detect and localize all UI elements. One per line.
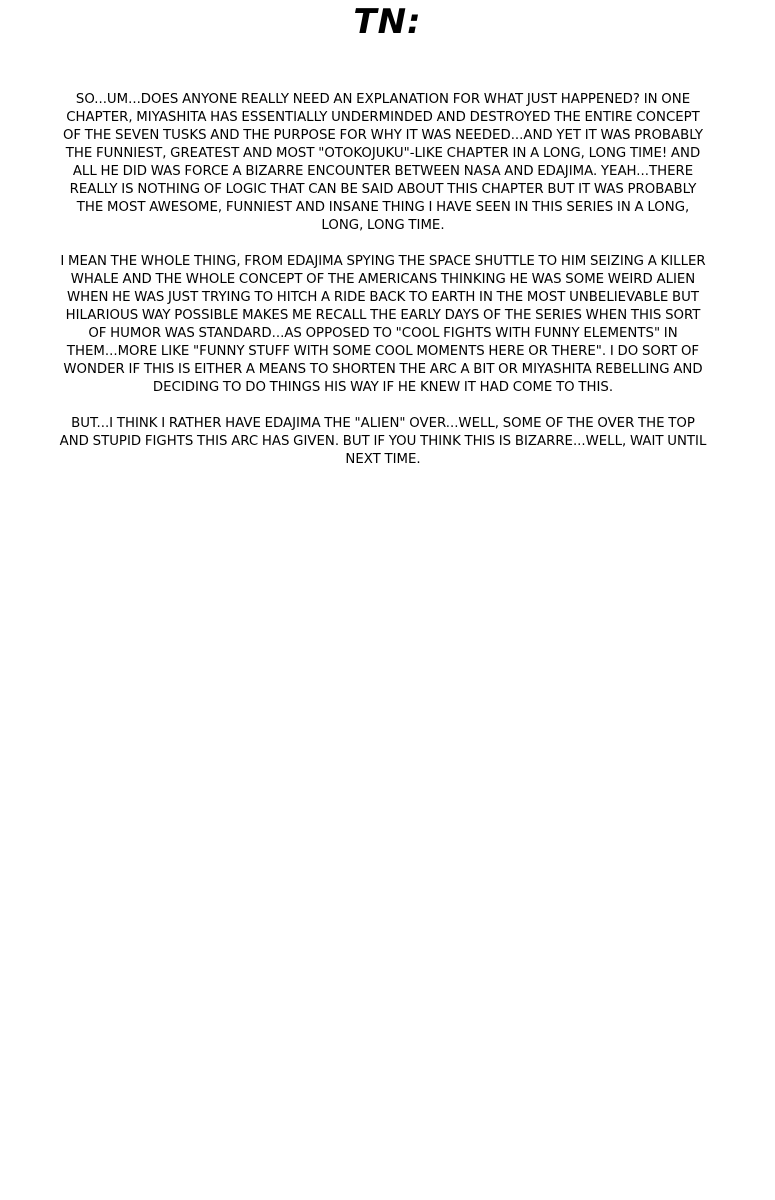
note-paragraph-3: BUT...I THINK I RATHER HAVE EDAJIMA THE "ALIEN" OVER...WELL, SOME OF THE OVER THE TOP AND STUPID FIGHTS THIS ARC HAS GIVEN. BUT IF YOU THINK THIS IS BIZARRE...WELL, WAIT UNTIL NEXT TIME. [59,416,707,467]
note-paragraph-1: SO...UM...DOES ANYONE REALLY NEED AN EXPLANATION FOR WHAT JUST HAPPENED? IN ONE CHAPTER, MIYASHITA HAS ESSENTIALLY UNDERMINDED AND DESTROYED THE ENTIRE CONCEPT OF THE SEVEN TUSKS AND THE PURPOSE FOR WHY IT WAS NEEDED...AND YET IT WAS PROBABLY THE FUNNIEST, GREATEST AND MOST "OTOKOJUKU"-LIKE CHAPTER IN A LONG, LONG TIME! AND ALL HE DID WAS FORCE A BIZARRE ENCOUNTER BETWEEN NASA AND EDAJIMA. YEAH...THERE REALLY IS NOTHING OF LOGIC THAT CAN BE SAID ABOUT THIS CHAPTER BUT IT WAS PROBABLY THE MOST AWESOME, FUNNIEST AND INSANE THING I HAVE SEEN IN THIS SERIES IN A LONG, LONG, LONG TIME. [62,92,704,233]
note-paragraph-2: I MEAN THE WHOLE THING, FROM EDAJIMA SPYING THE SPACE SHUTTLE TO HIM SEIZING A KILLER WHALE AND THE WHOLE CONCEPT OF THE AMERICANS THINKING HE WAS SOME WEIRD ALIEN WHEN HE WAS JUST TRYING TO HITCH A RIDE BACK TO EARTH IN THE MOST UNBELIEVABLE BUT HILARIOUS WAY POSSIBLE MAKES ME RECALL THE EARLY DAYS OF THE SERIES WHEN THIS SORT OF HUMOR WAS STANDARD...AS OPPOSED TO "COOL FIGHTS WITH FUNNY ELEMENTS" IN THEM...MORE LIKE "FUNNY STUFF WITH SOME COOL MOMENTS HERE OR THERE". I DO SORT OF WONDER IF THIS IS EITHER A MEANS TO SHORTEN THE ARC A BIT OR MIYASHITA REBELLING AND DECIDING TO DO THINGS HIS WAY IF HE KNEW IT HAD COME TO THIS. [60,254,706,395]
page-title: TN: [353,2,422,42]
translator-notes [58,91,708,487]
